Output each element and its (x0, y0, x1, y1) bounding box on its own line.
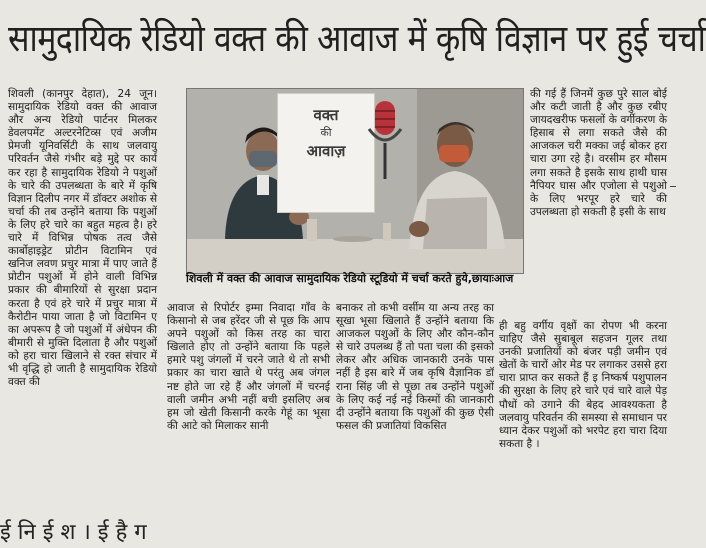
article-column-5 (499, 320, 667, 528)
article-column-2 (167, 302, 330, 528)
photo-caption: शिवली में वक्त की आवाज सामुदायिक रेडियो स्टूडियो में चर्चा करते हुये,छायाःआज (186, 272, 514, 285)
article-column-1 (8, 88, 157, 528)
microphone-icon (361, 99, 409, 181)
wordmark-line-2: की (320, 126, 332, 139)
column-5-text: ही बहु वर्गीय वृक्षों का रोपण भी करना चाहिए जैसे सुबाबूल सहजन गूलर तथा उनकी प्रजातियों को बंजर पड़ी जमीन एवं खेतों के चारों ओर मेड पर लगाकर उससे हरा चारा प्राप्त कर सकते हैं इ निष्कर्ष पशुपालन की सुरक्षा के लिए हरे चारे एवं चारे वाले पेड़ पौधों को उगाने की बेहद आवश्यकता है जलवायु परिवर्तन की समस्या से समाधान पर ध्यान देकर पशुओं को भरपेट हरा चारा दिया सकता है । (499, 320, 667, 450)
station-wordmark (278, 106, 374, 160)
column-2-text: आवाज से रिपोर्टर इम्मा निवादा गाँव के किसानो से जब हरेंदर जी से पूछ कि आप अपने पशुओं को किस तरह का चारा खिलाते होए तो उन्होंने बताया कि पहले हमारे पशु जंगलों में चरने जाते थे तो सभी प्रकार का चारा खाते थे परंतु अब जंगल नष्ट होते जा रहे हैं और जंगलों में चरनई वाली जमीन अभी नहीं बची इसलिए अब हम जो खेती किसानी करके गेहूं का भूसा की आटे को मिलाकर सानी (167, 302, 330, 432)
wordmark-line-3: आवाज़ (306, 142, 346, 160)
wordmark-line-1: वक्त (313, 106, 339, 124)
margin-mark (670, 186, 676, 187)
column-4-text: की गई हैं जिनमें कुछ पुरे साल बोई और कटी जाती है और कुछ रबीए जायदखरीफ फसलों के वर्गीकरण के हिसाब से लगा सकते जैसे की आजकल चरी मक्का जई बोकर हरा चारा उगा रहे है। वरसीम हर मौसम लगा सकते है इसके साथ हाथी घास नैपियर घास और एजोला से पशुओ के लिए भरपूर हरे चारे की उपलब्धता हो सकती है इसी के साथ (530, 88, 667, 218)
news-photo (186, 88, 524, 274)
next-headline-fragment: ई नि ई श । ई है ग (0, 520, 147, 545)
article-column-3 (336, 302, 494, 528)
article-headline: सामुदायिक रेडियो वक्त की आवाज में कृषि विज्ञान पर हुई चर्चा (8, 17, 706, 60)
column-1-text: शिवली (कानपुर देहात), 24 जून। सामुदायिक रेडियो वक्त की आवाज और अन्य रेडियो पार्टनर मिलकर डेवलपमेंट अल्टरनेटिव्स एवं अजीम प्रेमजी यूनिवर्सिटी के साथ जलवायु परिवर्तन जैसे गंभीर बड़े मुद्दे पर कार्य कर रहा है सामुदायिक रेडियो ने पशुओं के चारे की उपलब्धता के बारे में कृषि विज्ञान दिलीप नगर में डॉक्टर अशोक से चर्चा की तब उन्होंने बताया कि पशुओं के लिए हरे चारे का बहुत महत्व है। हरे चारे में विभिन्न पोषक तत्व जैसे कार्बोहाइड्रेट प्रोटीन विटामिन एवं खनिज लवण प्रचुर मात्रा में पाए जाते हैं प्रोटीन पशुओं में होने वाली विभिन्न प्रकार की बीमारियों से सुरक्षा प्रदान करता है एवं हरे चारे में प्रचुर मात्रा में कैरोटीन पाया जाता है जो विटामिन ए का अपरूप है जो पशुओं में अंधेपन की बीमारी से मुक्ति दिलाता है और पशुओं को हरा चारा खिलाने से रक्त संचार में भी वृद्धि हो जाती है सामुदायिक रेडियो वक्त की (8, 88, 157, 389)
column-3-text: बनाकर तो कभी वर्सीम या अन्य तरह का सूखा भूसा खिलाते हैं उन्होंने बताया कि आजकल पशुओं के लिए और कौन-कौन से चारे उपलब्ध हैं तो पता चला की इसको लेकर और अधिक जानकारी उनके पास नहीं है इस बारे में जब कृषि वैज्ञानिक डॉ राना सिंह जी से पूछा तब उन्होंने पशुओं के लिए कई नई नई किस्मों की जानकारी दी उन्होंने बताया कि पशुओं की कुछ ऐसी फसल की प्रजातियां विकसित (336, 302, 494, 432)
article-column-4 (530, 88, 667, 320)
